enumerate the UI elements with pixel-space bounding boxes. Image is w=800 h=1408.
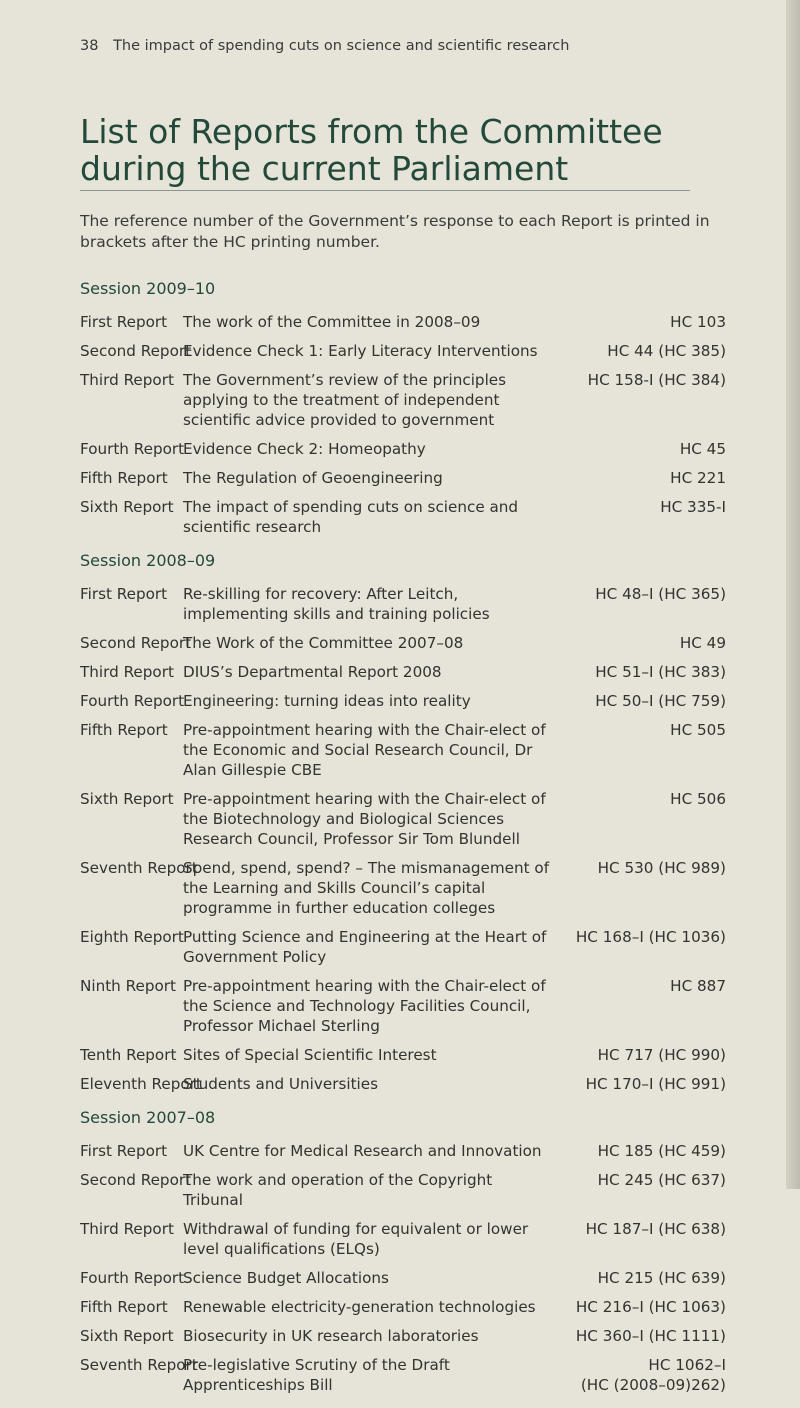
report-title: Pre-appointment hearing with the Chair-elect of the Economic and Social Research Council, Dr Alan Gillespie CBE bbox=[183, 721, 546, 779]
report-title: Sites of Special Scientific Interest bbox=[183, 1046, 437, 1064]
report-label: Eighth Report bbox=[80, 928, 184, 946]
report-label: Sixth Report bbox=[80, 790, 174, 808]
session-section bbox=[80, 550, 726, 1094]
report-label: Sixth Report bbox=[80, 1327, 174, 1345]
report-title: Re-skilling for recovery: After Leitch, implementing skills and training policies bbox=[183, 585, 490, 623]
title-divider bbox=[80, 190, 690, 191]
report-title: Engineering: turning ideas into reality bbox=[183, 692, 471, 710]
report-row bbox=[80, 341, 726, 361]
report-row bbox=[80, 1268, 726, 1288]
running-head bbox=[80, 38, 569, 54]
report-number: HC 360–I (HC 1111) bbox=[575, 1327, 726, 1345]
report-row bbox=[80, 858, 726, 918]
report-label: Sixth Report bbox=[80, 498, 174, 516]
report-number: HC 170–I (HC 991) bbox=[585, 1075, 726, 1093]
report-number: HC 335-I bbox=[660, 498, 726, 516]
report-number: HC 103 bbox=[670, 313, 726, 331]
report-row bbox=[80, 1297, 726, 1317]
report-label: Fifth Report bbox=[80, 1298, 168, 1316]
report-number: HC 44 (HC 385) bbox=[607, 342, 726, 360]
page-edge bbox=[786, 0, 800, 1189]
report-row bbox=[80, 1355, 726, 1395]
report-row bbox=[80, 439, 726, 459]
report-label: Eleventh Report bbox=[80, 1075, 202, 1093]
report-title: Students and Universities bbox=[183, 1075, 379, 1093]
report-number: HC 530 (HC 989) bbox=[597, 859, 726, 877]
report-number: HC 51–I (HC 383) bbox=[595, 663, 726, 681]
report-label: Seventh Report bbox=[80, 859, 198, 877]
report-row bbox=[80, 1045, 726, 1065]
intro-text: The reference number of the Government’s response to each Report is printed in brackets after the HC printing number. bbox=[80, 212, 710, 251]
report-label: Fifth Report bbox=[80, 469, 168, 487]
report-title: Putting Science and Engineering at the Heart of Government Policy bbox=[183, 928, 547, 966]
session-title: Session 2007–08 bbox=[80, 1108, 216, 1127]
report-title: DIUS’s Departmental Report 2008 bbox=[183, 663, 442, 681]
report-label: Fifth Report bbox=[80, 721, 168, 739]
report-title: Evidence Check 1: Early Literacy Interventions bbox=[183, 342, 538, 360]
report-row bbox=[80, 468, 726, 488]
report-number: HC 187–I (HC 638) bbox=[585, 1220, 726, 1238]
report-label: Tenth Report bbox=[80, 1046, 177, 1064]
report-label: Third Report bbox=[80, 663, 174, 681]
report-label: Second Report bbox=[80, 342, 192, 360]
report-label: Fourth Report bbox=[80, 1269, 185, 1287]
report-row bbox=[80, 633, 726, 653]
running-title: The impact of spending cuts on science and scientific research bbox=[113, 38, 570, 54]
report-row bbox=[80, 1141, 726, 1161]
report-title: UK Centre for Medical Research and Innovation bbox=[183, 1142, 542, 1160]
report-number: HC 887 bbox=[670, 977, 726, 995]
report-number: HC 216–I (HC 1063) bbox=[575, 1298, 726, 1316]
report-row bbox=[80, 1074, 726, 1094]
report-row bbox=[80, 584, 726, 624]
report-row bbox=[80, 1170, 726, 1210]
session-section bbox=[80, 278, 726, 537]
report-number: HC 158-I (HC 384) bbox=[587, 371, 726, 389]
report-number: HC 215 (HC 639) bbox=[597, 1269, 726, 1287]
report-row bbox=[80, 1219, 726, 1259]
report-title: The Government’s review of the principles applying to the treatment of independent scientific advice provided to government bbox=[183, 371, 507, 429]
report-title: The Regulation of Geoengineering bbox=[183, 469, 443, 487]
report-title: Pre-appointment hearing with the Chair-elect of the Biotechnology and Biological Sciences Research Council, Professor Sir Tom Blundell bbox=[183, 790, 546, 848]
report-label: First Report bbox=[80, 313, 168, 331]
report-label: Second Report bbox=[80, 634, 192, 652]
report-row bbox=[80, 312, 726, 332]
report-title: Withdrawal of funding for equivalent or lower level qualifications (ELQs) bbox=[183, 1220, 529, 1258]
report-number: HC 48–I (HC 365) bbox=[595, 585, 726, 603]
report-label: Third Report bbox=[80, 371, 174, 389]
report-title: Biosecurity in UK research laboratories bbox=[183, 1327, 479, 1345]
report-row bbox=[80, 691, 726, 711]
report-row bbox=[80, 976, 726, 1036]
report-label: First Report bbox=[80, 585, 168, 603]
report-row bbox=[80, 720, 726, 780]
report-title: Pre-appointment hearing with the Chair-elect of the Science and Technology Facilities Council, Professor Michael Sterling bbox=[183, 977, 546, 1035]
report-title: The work and operation of the Copyright Tribunal bbox=[183, 1171, 493, 1209]
report-row bbox=[80, 1326, 726, 1346]
report-number: HC 245 (HC 637) bbox=[597, 1171, 726, 1189]
report-label: Seventh Report bbox=[80, 1356, 198, 1374]
report-label: First Report bbox=[80, 1142, 168, 1160]
report-title: Pre-legislative Scrutiny of the Draft Apprenticeships Bill bbox=[183, 1356, 450, 1394]
report-title: The impact of spending cuts on science and scientific research bbox=[183, 498, 519, 536]
report-row bbox=[80, 497, 726, 537]
report-row bbox=[80, 789, 726, 849]
session-title: Session 2008–09 bbox=[80, 551, 216, 570]
report-label: Third Report bbox=[80, 1220, 174, 1238]
report-label: Fourth Report bbox=[80, 440, 185, 458]
report-label: Ninth Report bbox=[80, 977, 176, 995]
report-row bbox=[80, 370, 726, 430]
report-number: HC 221 bbox=[670, 469, 726, 487]
report-label: Second Report bbox=[80, 1171, 192, 1189]
report-title: The work of the Committee in 2008–09 bbox=[183, 313, 481, 331]
report-title: Renewable electricity-generation technologies bbox=[183, 1298, 536, 1316]
report-sessions bbox=[80, 278, 726, 1408]
report-number: HC 506 bbox=[670, 790, 726, 808]
report-number: HC 168–I (HC 1036) bbox=[575, 928, 726, 946]
report-row bbox=[80, 662, 726, 682]
report-title: Spend, spend, spend? – The mismanagement of the Learning and Skills Council’s capital programme in further education colleges bbox=[183, 859, 550, 917]
page-number: 38 bbox=[80, 38, 99, 54]
report-title: The Work of the Committee 2007–08 bbox=[183, 634, 464, 652]
session-title: Session 2009–10 bbox=[80, 279, 216, 298]
report-number: HC 185 (HC 459) bbox=[597, 1142, 726, 1160]
report-number: HC 49 bbox=[679, 634, 726, 652]
report-label: Fourth Report bbox=[80, 692, 185, 710]
report-number: HC 50–I (HC 759) bbox=[595, 692, 726, 710]
report-title: Evidence Check 2: Homeopathy bbox=[183, 440, 426, 458]
session-section bbox=[80, 1107, 726, 1395]
report-row bbox=[80, 927, 726, 967]
page-title: List of Reports from the Committee during the current Parliament bbox=[80, 112, 663, 188]
report-number: HC 717 (HC 990) bbox=[597, 1046, 726, 1064]
report-number: HC 45 bbox=[679, 440, 726, 458]
report-title: Science Budget Allocations bbox=[183, 1269, 389, 1287]
report-number: HC 505 bbox=[670, 721, 726, 739]
report-number: HC 1062–I (HC (2008–09)262) bbox=[580, 1356, 726, 1394]
